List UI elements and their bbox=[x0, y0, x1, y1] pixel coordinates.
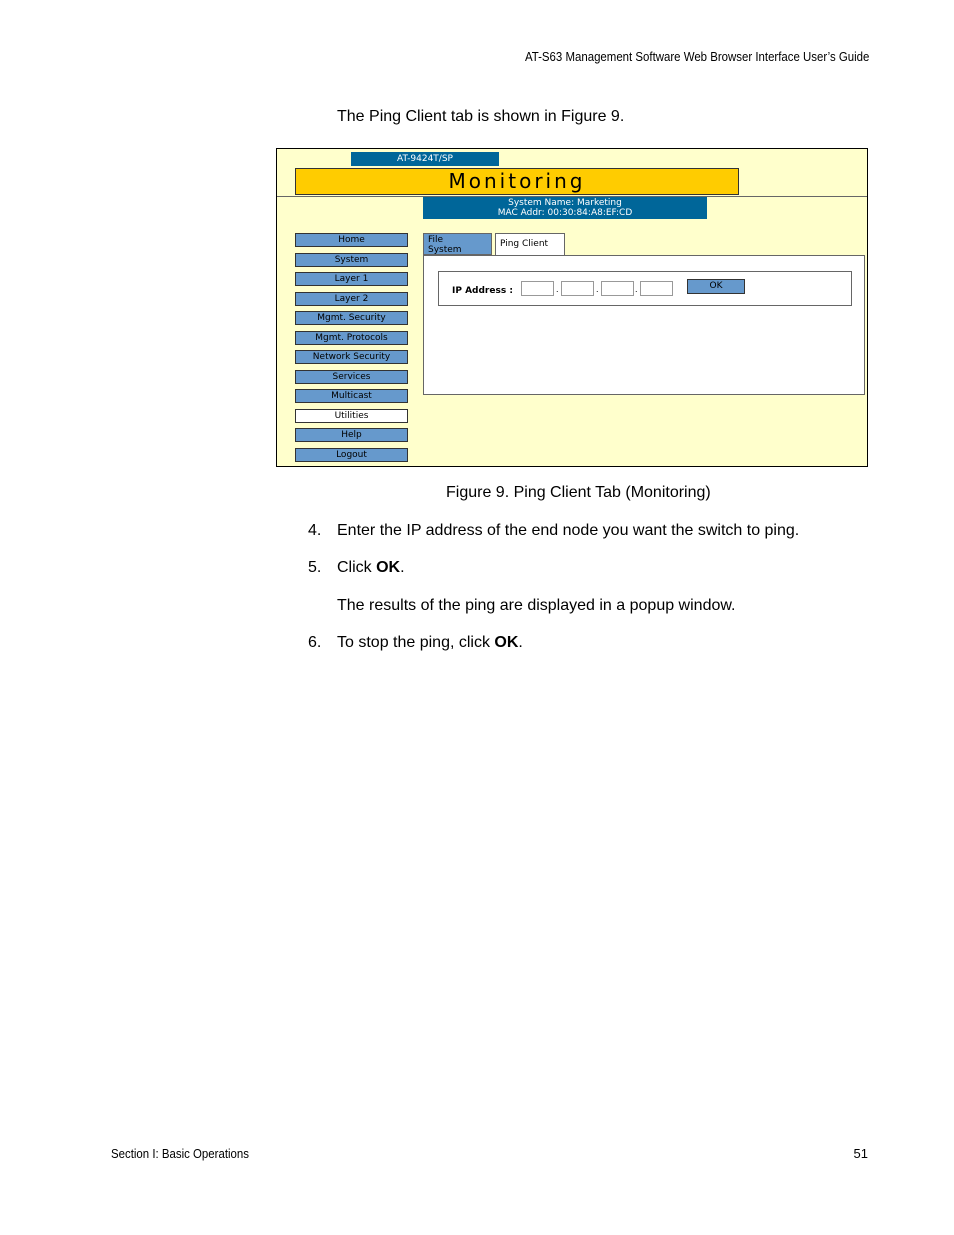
system-info-banner bbox=[423, 197, 707, 219]
nav-mgmt-security-button[interactable]: Mgmt. Security bbox=[295, 311, 408, 325]
step-4 bbox=[308, 522, 799, 540]
page-number: 51 bbox=[853, 1146, 868, 1161]
figure-screenshot bbox=[276, 148, 868, 467]
step-bold-ok: OK bbox=[376, 559, 401, 576]
step-6 bbox=[308, 634, 523, 652]
step-text-end: . bbox=[400, 559, 405, 576]
running-header: AT-S63 Management Software Web Browser Interface User’s Guide bbox=[524, 49, 869, 64]
tab-file-system-line2: System bbox=[428, 245, 462, 255]
ip-separator: . bbox=[635, 284, 638, 294]
step-number: 6. bbox=[308, 634, 322, 651]
step-text: To stop the ping, click bbox=[337, 634, 495, 651]
footer-section: Section I: Basic Operations bbox=[111, 1146, 249, 1161]
ip-separator: . bbox=[556, 284, 559, 294]
model-banner: AT-9424T/SP bbox=[351, 152, 499, 166]
tab-ping-client[interactable]: Ping Client bbox=[495, 233, 565, 255]
page-title: Monitoring bbox=[295, 168, 739, 195]
ip-octet-2-input[interactable] bbox=[561, 281, 594, 296]
intro-text: The Ping Client tab is shown in Figure 9. bbox=[337, 108, 625, 125]
ip-octet-3-input[interactable] bbox=[601, 281, 634, 296]
nav-services-button[interactable]: Services bbox=[295, 370, 408, 384]
system-name: System Name: Marketing bbox=[508, 198, 622, 208]
nav-layer2-button[interactable]: Layer 2 bbox=[295, 292, 408, 306]
ip-octet-1-input[interactable] bbox=[521, 281, 554, 296]
tab-file-system-line1: File bbox=[428, 235, 444, 245]
nav-logout-button[interactable]: Logout bbox=[295, 448, 408, 462]
step-number: 5. bbox=[308, 559, 322, 576]
step-text: Enter the IP address of the end node you want the switch to ping. bbox=[337, 522, 800, 539]
ip-octet-4-input[interactable] bbox=[640, 281, 673, 296]
step-bold-ok: OK bbox=[494, 634, 519, 651]
tab-file-system[interactable] bbox=[423, 233, 492, 255]
ok-button[interactable]: OK bbox=[687, 279, 745, 294]
nav-help-button[interactable]: Help bbox=[295, 428, 408, 442]
ip-address-group bbox=[438, 271, 852, 306]
nav-utilities-button[interactable]: Utilities bbox=[295, 409, 408, 423]
nav-multicast-button[interactable]: Multicast bbox=[295, 389, 408, 403]
ip-separator: . bbox=[596, 284, 599, 294]
ip-address-label: IP Address : bbox=[452, 286, 513, 296]
nav-layer1-button[interactable]: Layer 1 bbox=[295, 272, 408, 286]
step-number: 4. bbox=[308, 522, 322, 539]
step-text-end: . bbox=[518, 634, 523, 651]
figure-caption: Figure 9. Ping Client Tab (Monitoring) bbox=[446, 484, 711, 501]
step-5-note: The results of the ping are displayed in a popup window. bbox=[337, 597, 736, 614]
mac-address: MAC Addr: 00:30:84:A8:EF:CD bbox=[497, 208, 633, 218]
ping-client-panel bbox=[423, 255, 865, 395]
step-text: Click bbox=[337, 559, 377, 576]
nav-system-button[interactable]: System bbox=[295, 253, 408, 267]
nav-network-security-button[interactable]: Network Security bbox=[295, 350, 408, 364]
nav-mgmt-protocols-button[interactable]: Mgmt. Protocols bbox=[295, 331, 408, 345]
nav-home-button[interactable]: Home bbox=[295, 233, 408, 247]
step-5 bbox=[308, 559, 405, 577]
